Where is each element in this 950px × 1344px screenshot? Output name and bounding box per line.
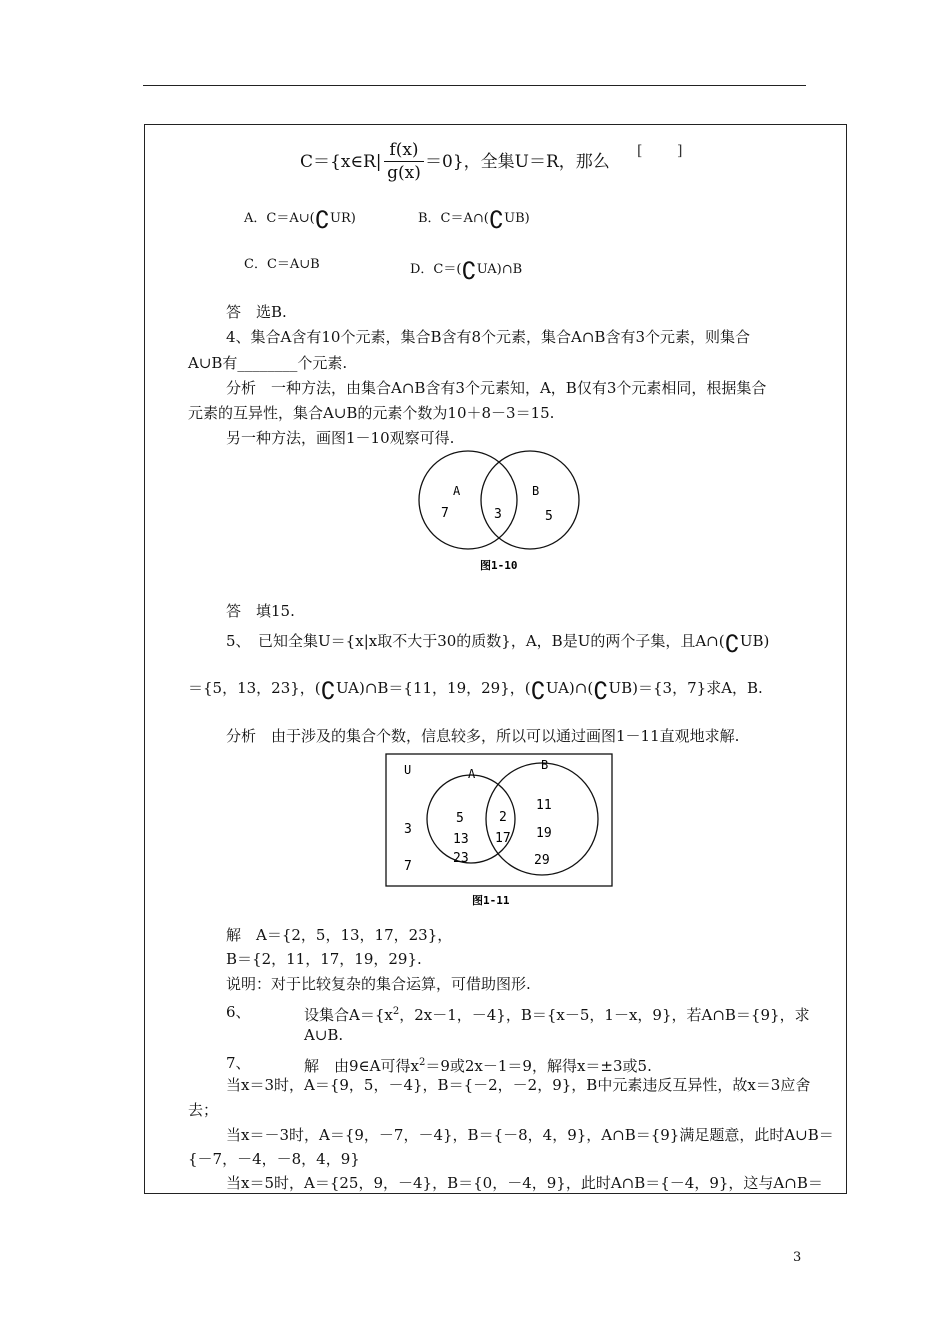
venn2-only-a-3: 23 [453, 851, 469, 866]
q4-analysis-line1: 分析 一种方法，由集合A∩B含有3个元素知，A，B仅有3个元素相同，根据集合 [226, 379, 767, 397]
venn1-both: 3 [494, 507, 502, 522]
q6-line1: 设集合$A=\{x^2$，2x－1，－4}，B＝{x－5，1－x，9}，若A∩B＝{9}，求 [304, 1006, 810, 1024]
page-number: 3 [793, 1250, 802, 1265]
q3-bracket-right: ] [677, 143, 683, 159]
header-rule [143, 85, 806, 86]
q7-case2-line1: 当x＝－3时，A＝{9，－7，－4}，B＝{－8，4，9}，A∩B＝{9}满足题意，此时A∪B＝ [226, 1126, 834, 1144]
q3-numerator: f(x) [389, 140, 419, 160]
set-b-circle [481, 451, 579, 549]
q6-line2: A∪B. [304, 1026, 344, 1044]
q6-number: 6、 [226, 1003, 251, 1021]
venn2-both-2: 17 [495, 831, 511, 846]
q5-solution-a: 解 A＝{2，5，13，17，23}， [226, 926, 453, 944]
content-frame [144, 124, 847, 1194]
venn1-label-a: A [453, 484, 461, 498]
q3-fraction [384, 140, 424, 183]
q5-note: 说明：对于比较复杂的集合运算，可借助图形. [226, 975, 531, 993]
venn2-label-u: U [404, 763, 412, 777]
complement-icon: ∁ [461, 257, 477, 285]
q4-other-method: 另一种方法，画图1－10观察可得. [226, 429, 455, 447]
venn2-only-a-1: 5 [456, 811, 464, 826]
q3-lhs: C＝{x∈R| [300, 152, 382, 172]
set-a-circle [419, 451, 517, 549]
q5-analysis: 分析 由于涉及的集合个数，信息较多，所以可以通过画图1－11直观地求解. [226, 727, 740, 745]
q3-answer: 答 选B. [226, 303, 287, 321]
q3-option-d: D．C＝(∁UA)∩B [410, 257, 523, 285]
q4-answer: 答 填15. [226, 602, 295, 620]
q7-case2-line2: {－7，－4，－8，4，9} [188, 1150, 360, 1168]
venn2-outside-1: 3 [404, 822, 412, 837]
q7-case1-line1: 当x＝3时，A＝{9，5，－4}，B＝{－2，－2，9}，B中元素违反互异性，故x＝3应舍 [226, 1076, 811, 1094]
venn-diagram-1-10 [405, 448, 590, 578]
venn1-label-b: B [532, 484, 540, 498]
venn1-caption: 图1-10 [480, 559, 518, 572]
q3-option-b: B．C＝A∩(∁UB) [418, 206, 530, 234]
q3-option-c: C．C＝A∪B [244, 257, 320, 272]
venn1-only-b: 5 [545, 509, 553, 524]
q7-case1-line2: 去； [188, 1101, 219, 1119]
q4-line1: 4、集合A含有10个元素，集合B含有8个元素，集合A∩B含有3个元素，则集合 [226, 328, 750, 346]
complement-icon: ∁ [724, 630, 740, 658]
q7-case3-line1: 当x＝5时，A＝{25，9，－4}，B＝{0，－4，9}，此时A∩B＝{－4，9}，这与A∩B＝ [226, 1174, 823, 1192]
venn2-only-b-2: 19 [536, 826, 552, 841]
q3-option-a: A．C＝A∪(∁UR) [244, 206, 356, 234]
venn2-outside-2: 7 [404, 859, 412, 874]
venn2-only-a-2: 13 [453, 832, 469, 847]
q7-number: 7、 [226, 1054, 251, 1072]
q3-denominator: g(x) [387, 163, 421, 183]
q5-solution-b: B＝{2，11，17，19，29}. [226, 950, 422, 968]
q3-rhs: ＝0}，全集U＝R，那么 [425, 152, 610, 172]
q4-analysis-line2: 元素的互异性，集合A∪B的元素个数为10＋8－3＝15. [188, 404, 555, 422]
complement-icon: ∁ [530, 677, 546, 705]
venn1-only-a: 7 [441, 506, 449, 521]
venn2-both-1: 2 [499, 810, 507, 825]
complement-icon: ∁ [320, 677, 336, 705]
q7-line1: 解 由9∈A可得$x^2=9$或2x－1＝9，解得x＝±3或5. [304, 1057, 652, 1075]
venn2-label-a: A [468, 767, 476, 781]
q5-line2: ＝{5，13，23}，(∁UA)∩B＝{11，19，29}，(∁UA)∩(∁UB)＝{3，7}求A，B. [188, 677, 763, 705]
q5-line1: 5、 已知全集U＝{x|x取不大于30的质数}，A，B是U的两个子集，且A∩(∁UB) [226, 630, 770, 658]
venn-diagram-1-11 [384, 752, 614, 912]
venn2-caption: 图1-11 [472, 894, 510, 907]
complement-icon: ∁ [488, 206, 505, 234]
q3-bracket-left: [ [637, 143, 643, 159]
venn2-only-b-3: 29 [534, 853, 550, 868]
complement-icon: ∁ [593, 677, 609, 705]
venn2-label-b: B [541, 758, 549, 772]
venn2-only-b-1: 11 [536, 798, 552, 813]
q4-line2: A∪B有________个元素. [188, 354, 348, 372]
complement-icon: ∁ [314, 206, 330, 234]
